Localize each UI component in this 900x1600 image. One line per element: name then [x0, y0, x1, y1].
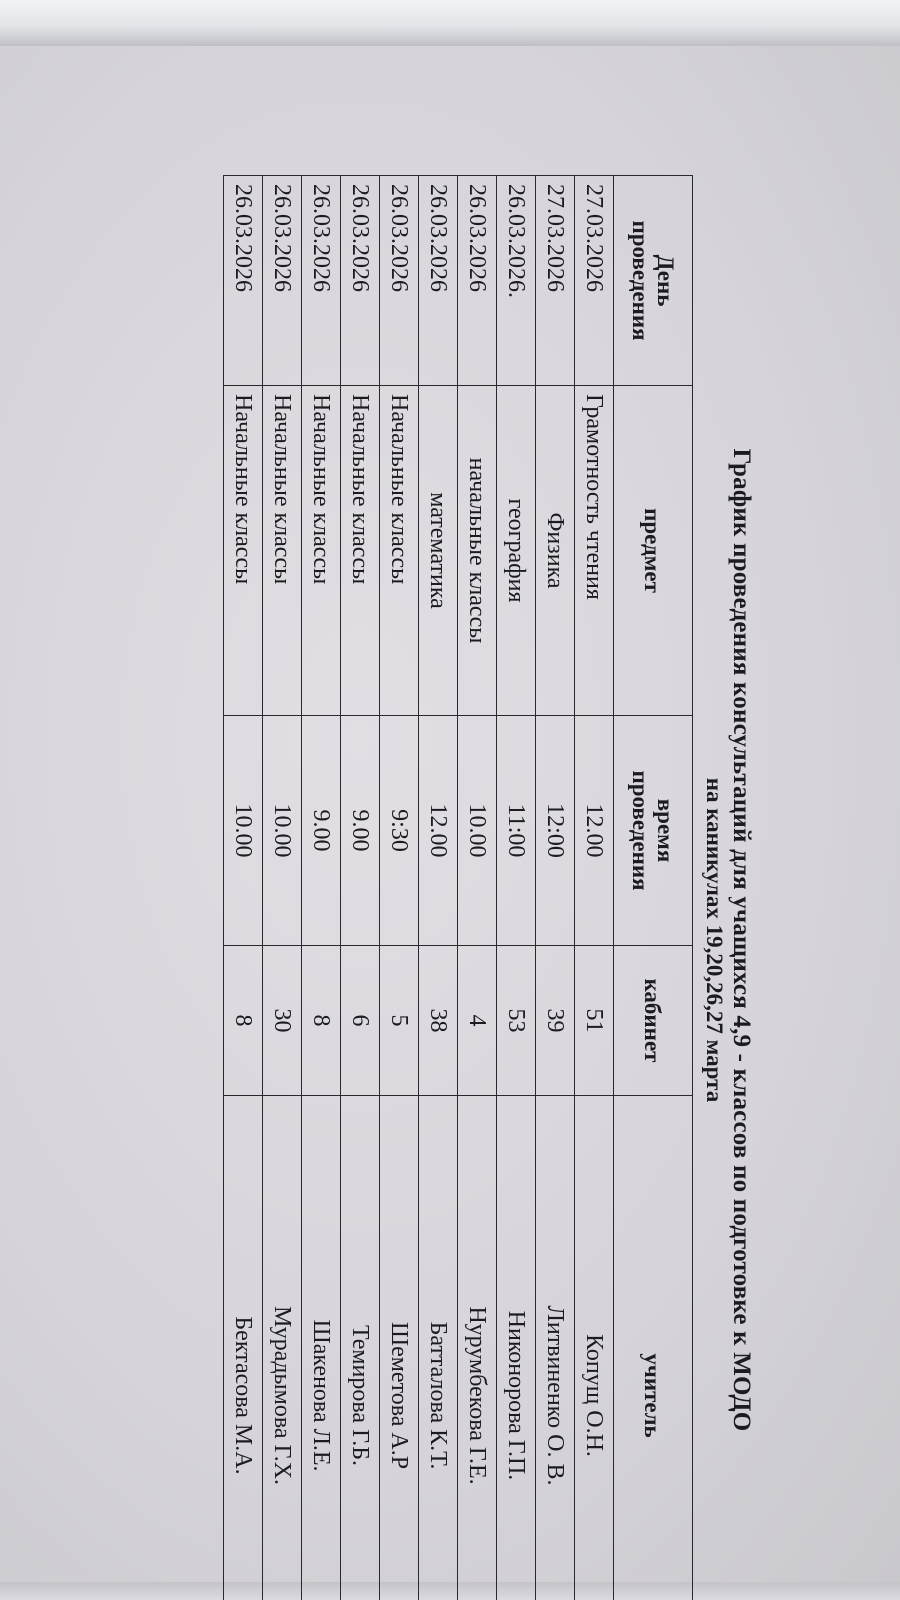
- cell-time: 10.00: [263, 716, 302, 946]
- cell-room: 38: [419, 946, 458, 1096]
- schedule-table: [223, 175, 693, 1600]
- table-row: [419, 176, 458, 1600]
- cell-room: 8: [224, 946, 263, 1096]
- table-row: [302, 176, 341, 1600]
- cell-teacher: Шеметова А.Р: [380, 1096, 419, 1600]
- cell-subject: Начальные классы: [224, 386, 263, 716]
- cell-time: 12.00: [419, 716, 458, 946]
- cell-teacher: Нурумбекова Г.Е.: [458, 1096, 497, 1600]
- cell-room: 5: [380, 946, 419, 1096]
- cell-teacher: Мурадымова Г.Х.: [263, 1096, 302, 1600]
- cell-date: 26.03.2026: [419, 176, 458, 386]
- table-row: [263, 176, 302, 1600]
- table-row: [458, 176, 497, 1600]
- cell-room: 39: [536, 946, 575, 1096]
- cell-date: 27.03.2026: [536, 176, 575, 386]
- cell-subject: Грамотность чтения: [575, 386, 614, 716]
- cell-room: 6: [341, 946, 380, 1096]
- schedule-document: [175, 175, 755, 1600]
- cell-time: 11:00: [497, 716, 536, 946]
- cell-subject: Начальные классы: [341, 386, 380, 716]
- cell-subject: Начальные классы: [302, 386, 341, 716]
- table-row: [497, 176, 536, 1600]
- cell-date: 26.03.2026.: [497, 176, 536, 386]
- top-surface: [0, 0, 900, 46]
- cell-room: 51: [575, 946, 614, 1096]
- cell-date: 26.03.2026: [263, 176, 302, 386]
- header-day: [614, 176, 693, 386]
- header-time-line2: проведения: [628, 770, 653, 891]
- cell-subject: география: [497, 386, 536, 716]
- table-row: [380, 176, 419, 1600]
- cell-subject: Физика: [536, 386, 575, 716]
- cell-date: 26.03.2026: [224, 176, 263, 386]
- header-room: кабинет: [614, 946, 693, 1096]
- cell-time: 12.00: [575, 716, 614, 946]
- cell-time: 9.00: [341, 716, 380, 946]
- cell-teacher: Батталова К.Т.: [419, 1096, 458, 1600]
- header-day-line2: проведения: [628, 220, 653, 341]
- cell-time: 10.00: [458, 716, 497, 946]
- header-day-line1: День: [653, 254, 678, 307]
- cell-time: 10.00: [224, 716, 263, 946]
- cell-room: 30: [263, 946, 302, 1096]
- cell-subject: начальные классы: [458, 386, 497, 716]
- table-row: [536, 176, 575, 1600]
- table-row: [341, 176, 380, 1600]
- header-subject: предмет: [614, 386, 693, 716]
- cell-time: 9.00: [302, 716, 341, 946]
- cell-subject: Начальные классы: [380, 386, 419, 716]
- table-row: [224, 176, 263, 1600]
- cell-teacher: Шакенова Л.Е.: [302, 1096, 341, 1600]
- cell-date: 27.03.2026: [575, 176, 614, 386]
- cell-room: 4: [458, 946, 497, 1096]
- cell-date: 26.03.2026: [458, 176, 497, 386]
- cell-time: 9:30: [380, 716, 419, 946]
- document-title: График проведения консультаций для учащихся 4,9 - классов по подготовке к МОДО: [728, 448, 755, 1432]
- cell-subject: Начальные классы: [263, 386, 302, 716]
- header-teacher: учитель: [614, 1096, 693, 1600]
- cell-teacher: Бектасова М.А.: [224, 1096, 263, 1600]
- cell-date: 26.03.2026: [341, 176, 380, 386]
- cell-teacher: Копущ О.Н.: [575, 1096, 614, 1600]
- cell-room: 8: [302, 946, 341, 1096]
- cell-date: 26.03.2026: [302, 176, 341, 386]
- header-time: [614, 716, 693, 946]
- cell-teacher: Никонорова Г.П.: [497, 1096, 536, 1600]
- header-time-line1: время: [653, 798, 678, 863]
- cell-room: 53: [497, 946, 536, 1096]
- cell-teacher: Литвиненко О. В.: [536, 1096, 575, 1600]
- cell-date: 26.03.2026: [380, 176, 419, 386]
- table-row: [575, 176, 614, 1600]
- cell-subject: математика: [419, 386, 458, 716]
- cell-teacher: Темирова Г.Б.: [341, 1096, 380, 1600]
- cell-time: 12:00: [536, 716, 575, 946]
- table-header-row: [614, 176, 693, 1600]
- document-subtitle: на каникулах 19,20,26,27 марта: [702, 777, 727, 1103]
